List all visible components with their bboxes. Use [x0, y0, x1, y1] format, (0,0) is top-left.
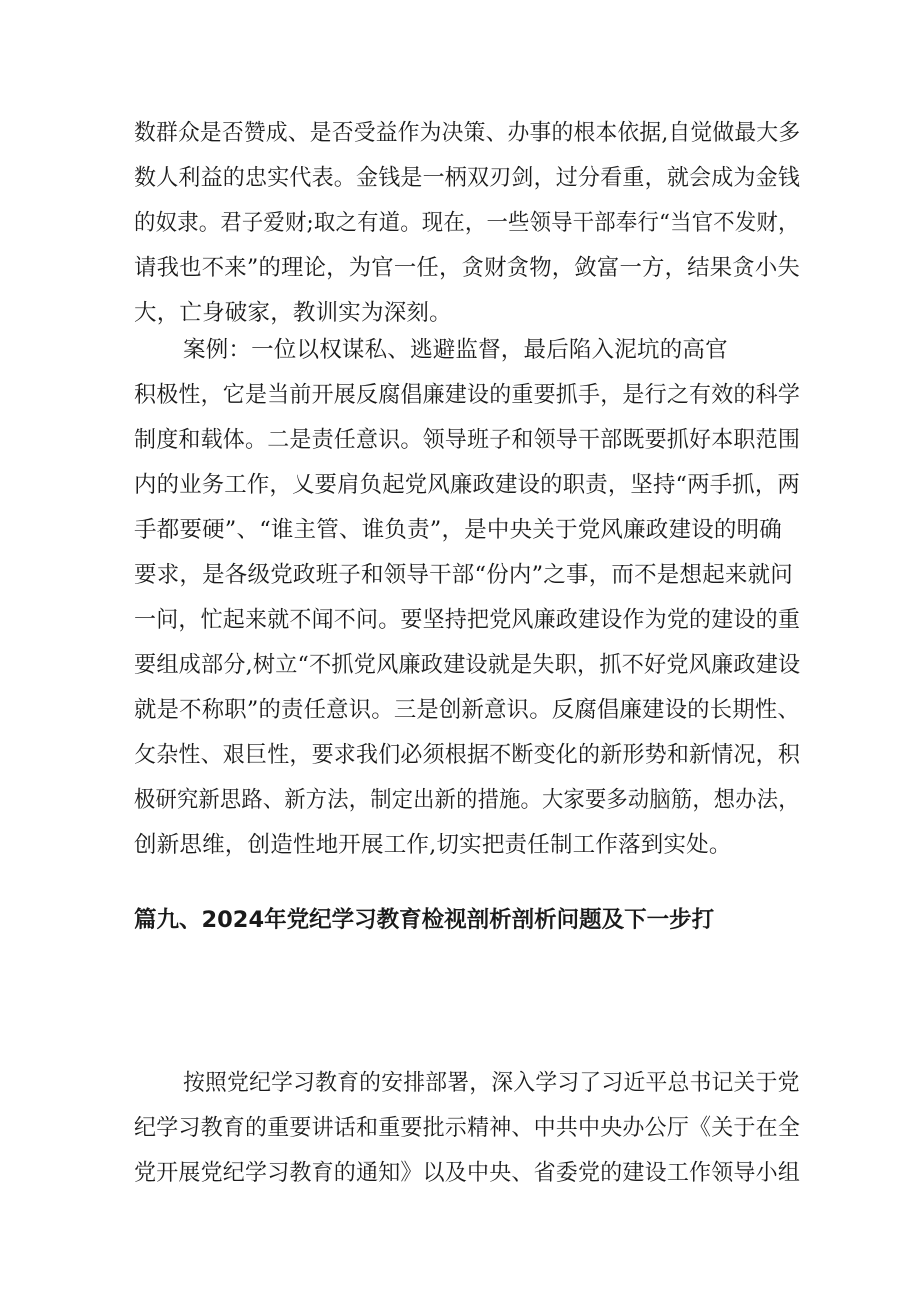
paragraph-2-line-10: 极研究新思路、新方法，制定出新的措施。大家要多动脑筋，想办法， — [134, 787, 800, 813]
case-line: 案例：一位以权谋私、逃避监督，最后陷入泥坑的高官 — [183, 337, 728, 363]
paragraph-2-line-6: 一问，忙起来就不闻不问。要坚持把党风廉政建设作为党的建设的重 — [134, 607, 801, 633]
paragraph-3-line-1: 按照党纪学习教育的安排部署，深入学习了习近平总书记关于党 — [183, 1070, 800, 1096]
paragraph-2-line-9: 攵杂性、艰巨性，要求我们必须根据不断变化的新形势和新情况，积 — [134, 742, 801, 768]
paragraph-1-line-1: 数群众是否赞成、是否受益作为决策、办事的根本依据,自觉做最大多 — [134, 120, 801, 146]
paragraph-1-line-5: 大，亡身破家，教训实为深刻。 — [134, 300, 452, 326]
paragraph-2-line-2: 制度和载体。二是责任意识。领导班子和领导干部既要抓好本职范围 — [134, 427, 801, 453]
paragraph-3-line-3: 党开展党纪学习教育的通知》以及中央、省委党的建设工作领导小组 — [134, 1160, 801, 1186]
section-heading: 篇九、2024年党纪学习教育检视剖析剖析问题及下一步打 — [134, 907, 715, 933]
paragraph-1-line-4: 请我也不来”的理论，为官一任，贪财贪物，敛富一方，结果贪小失 — [134, 255, 800, 281]
paragraph-2-line-1: 积极性，它是当前开展反腐倡廉建设的重要抓手，是行之有效的科学 — [134, 382, 801, 408]
paragraph-1-line-3: 的奴隶。君子爱财;取之有道。现在，一些领导干部奉行“当官不发财， — [134, 210, 800, 236]
paragraph-3-line-2: 纪学习教育的重要讲话和重要批示精神、中共中央办公厅《关于在全 — [134, 1115, 801, 1141]
paragraph-2-line-4: 手都要硬”、“谁主管、谁负责”，是中央关于党风廉政建设的明确 — [134, 517, 783, 543]
paragraph-2-line-3: 内的业务工作，乂要肩负起党风廉政建设的职责，坚持“两手抓，两 — [134, 472, 800, 498]
paragraph-1-line-2: 数人利益的忠实代表。金钱是一柄双刃剑，过分看重，就会成为金钱 — [134, 165, 801, 191]
paragraph-2-line-8: 就是不称职”的责任意识。三是创新意识。反腐倡廉建设的长期性、 — [134, 697, 800, 723]
paragraph-2-line-11: 创新思维，创造性地开展工作,切实把责任制工作落到实处。 — [134, 832, 732, 858]
paragraph-2-line-7: 要组成部分,树立“不抓党风廉政建设就是失职，抓不好党风廉政建设 — [134, 652, 801, 678]
paragraph-2-line-5: 要求，是各级党政班子和领导干部“份内”之事，而不是想起来就问 — [134, 562, 794, 588]
